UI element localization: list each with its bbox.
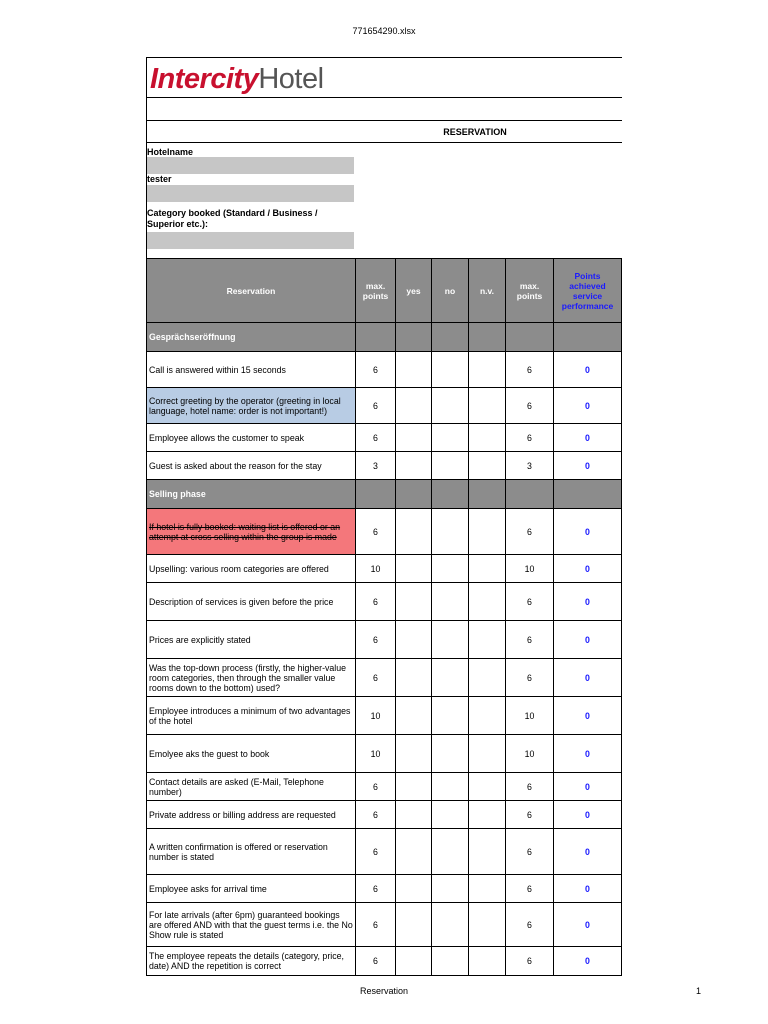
table-row [147, 801, 622, 829]
no-cell[interactable] [432, 659, 469, 697]
nv-cell[interactable] [469, 947, 506, 976]
yes-cell[interactable] [396, 697, 432, 735]
yes-cell[interactable] [396, 801, 432, 829]
logo-part-hotel: Hotel [258, 63, 324, 95]
nv-cell[interactable] [469, 659, 506, 697]
question-cell: Contact details are asked (E-Mail, Telephone number) [147, 773, 356, 801]
header-max-points: max. points [356, 259, 396, 323]
header-no: no [432, 259, 469, 323]
sheet-tab-name: Reservation [359, 986, 409, 996]
logo-part-intercity: Intercity [150, 63, 259, 95]
table-row [147, 697, 622, 735]
max-points-cell: 10 [356, 735, 396, 773]
no-cell[interactable] [432, 903, 469, 947]
max-points-2-cell: 6 [506, 621, 554, 659]
section-empty-cell [356, 480, 396, 509]
points-achieved-cell: 0 [554, 583, 622, 621]
table-row [147, 621, 622, 659]
section-empty-cell [506, 480, 554, 509]
points-achieved-cell: 0 [554, 388, 622, 424]
yes-cell[interactable] [396, 452, 432, 480]
yes-cell[interactable] [396, 659, 432, 697]
max-points-2-cell: 6 [506, 903, 554, 947]
no-cell[interactable] [432, 947, 469, 976]
title-rule-bottom [146, 142, 622, 143]
header-nv: n.v. [469, 259, 506, 323]
points-achieved-cell: 0 [554, 659, 622, 697]
no-cell[interactable] [432, 773, 469, 801]
question-cell: Employee introduces a minimum of two advantages of the hotel [147, 697, 356, 735]
question-cell: Was the top-down process (firstly, the higher-value room categories, then through the smaller value rooms down to the bottom) used? [147, 659, 356, 697]
section-row [147, 480, 622, 509]
max-points-2-cell: 6 [506, 583, 554, 621]
question-cell: A written confirmation is offered or reservation number is stated [147, 829, 356, 875]
no-cell[interactable] [432, 697, 469, 735]
yes-cell[interactable] [396, 903, 432, 947]
no-cell[interactable] [432, 388, 469, 424]
points-achieved-cell: 0 [554, 735, 622, 773]
max-points-cell: 6 [356, 801, 396, 829]
hotelname-field[interactable] [147, 157, 354, 174]
yes-cell[interactable] [396, 947, 432, 976]
table-header-row [147, 259, 622, 323]
yes-cell[interactable] [396, 583, 432, 621]
section-title-cell: Gesprächseröffnung [147, 323, 356, 352]
max-points-cell: 6 [356, 903, 396, 947]
table-row [147, 509, 622, 555]
points-achieved-cell: 0 [554, 352, 622, 388]
section-empty-cell [469, 480, 506, 509]
no-cell[interactable] [432, 509, 469, 555]
points-achieved-cell: 0 [554, 621, 622, 659]
points-achieved-cell: 0 [554, 773, 622, 801]
section-empty-cell [554, 480, 622, 509]
max-points-cell: 6 [356, 352, 396, 388]
question-cell: For late arrivals (after 6pm) guaranteed bookings are offered AND with that the guest terms i.e. the No Show rule is stated [147, 903, 356, 947]
question-cell: Description of services is given before the price [147, 583, 356, 621]
max-points-2-cell: 6 [506, 829, 554, 875]
max-points-cell: 3 [356, 452, 396, 480]
yes-cell[interactable] [396, 621, 432, 659]
evaluation-table [146, 258, 622, 976]
section-empty-cell [506, 323, 554, 352]
no-cell[interactable] [432, 875, 469, 903]
points-achieved-cell: 0 [554, 875, 622, 903]
nv-cell[interactable] [469, 735, 506, 773]
no-cell[interactable] [432, 583, 469, 621]
points-achieved-cell: 0 [554, 424, 622, 452]
yes-cell[interactable] [396, 509, 432, 555]
no-cell[interactable] [432, 424, 469, 452]
table-row [147, 947, 622, 976]
category-field[interactable] [147, 232, 354, 249]
top-border [146, 57, 622, 58]
nv-cell[interactable] [469, 773, 506, 801]
no-cell[interactable] [432, 452, 469, 480]
question-cell: If hotel is fully booked: waiting list is offered or an attempt at cross selling within the group is made [147, 509, 356, 555]
question-cell: The employee repeats the details (category, price, date) AND the repetition is correct [147, 947, 356, 976]
section-empty-cell [554, 323, 622, 352]
nv-cell[interactable] [469, 352, 506, 388]
question-cell: Emolyee aks the guest to book [147, 735, 356, 773]
max-points-2-cell: 6 [506, 801, 554, 829]
nv-cell[interactable] [469, 509, 506, 555]
max-points-cell: 6 [356, 621, 396, 659]
max-points-2-cell: 6 [506, 509, 554, 555]
yes-cell[interactable] [396, 352, 432, 388]
table-row [147, 903, 622, 947]
yes-cell[interactable] [396, 875, 432, 903]
max-points-cell: 6 [356, 424, 396, 452]
question-cell: Upselling: various room categories are offered [147, 555, 356, 583]
no-cell[interactable] [432, 829, 469, 875]
nv-cell[interactable] [469, 875, 506, 903]
nv-cell[interactable] [469, 424, 506, 452]
nv-cell[interactable] [469, 621, 506, 659]
max-points-cell: 6 [356, 875, 396, 903]
max-points-cell: 6 [356, 509, 396, 555]
yes-cell[interactable] [396, 829, 432, 875]
max-points-2-cell: 6 [506, 388, 554, 424]
max-points-2-cell: 6 [506, 424, 554, 452]
max-points-2-cell: 10 [506, 735, 554, 773]
question-cell: Private address or billing address are requested [147, 801, 356, 829]
points-achieved-cell: 0 [554, 452, 622, 480]
max-points-2-cell: 6 [506, 352, 554, 388]
title-rule-top [146, 120, 622, 121]
section-empty-cell [396, 480, 432, 509]
hotel-logo [150, 62, 324, 96]
category-label: Category booked (Standard / Business / Superior etc.): [147, 208, 318, 229]
max-points-cell: 6 [356, 947, 396, 976]
yes-cell[interactable] [396, 424, 432, 452]
table-row [147, 452, 622, 480]
nv-cell[interactable] [469, 583, 506, 621]
section-empty-cell [396, 323, 432, 352]
max-points-cell: 6 [356, 659, 396, 697]
nv-cell[interactable] [469, 452, 506, 480]
logo-divider [146, 97, 622, 98]
max-points-2-cell: 10 [506, 697, 554, 735]
max-points-2-cell: 10 [506, 555, 554, 583]
no-cell[interactable] [432, 621, 469, 659]
max-points-cell: 6 [356, 829, 396, 875]
points-achieved-cell: 0 [554, 509, 622, 555]
table-row [147, 773, 622, 801]
question-cell: Call is answered within 15 seconds [147, 352, 356, 388]
table-row [147, 735, 622, 773]
nv-cell[interactable] [469, 697, 506, 735]
points-achieved-cell: 0 [554, 555, 622, 583]
yes-cell[interactable] [396, 388, 432, 424]
yes-cell[interactable] [396, 773, 432, 801]
question-cell: Correct greeting by the operator (greeting in local language, hotel name: order is not important!) [147, 388, 356, 424]
header-yes: yes [396, 259, 432, 323]
file-name: 771654290.xlsx [352, 26, 416, 36]
section-empty-cell [469, 323, 506, 352]
max-points-cell: 10 [356, 697, 396, 735]
question-cell: Employee asks for arrival time [147, 875, 356, 903]
max-points-cell: 6 [356, 583, 396, 621]
yes-cell[interactable] [396, 735, 432, 773]
page-number: 1 [696, 986, 702, 996]
max-points-cell: 6 [356, 773, 396, 801]
table-row [147, 659, 622, 697]
header-max-points-2: max. points [506, 259, 554, 323]
hotelname-label: Hotelname [147, 147, 194, 157]
section-row [147, 323, 622, 352]
points-achieved-cell: 0 [554, 903, 622, 947]
points-achieved-cell: 0 [554, 697, 622, 735]
tester-label: tester [147, 174, 172, 184]
no-cell[interactable] [432, 555, 469, 583]
max-points-2-cell: 6 [506, 659, 554, 697]
max-points-cell: 10 [356, 555, 396, 583]
max-points-2-cell: 6 [506, 947, 554, 976]
section-title-cell: Selling phase [147, 480, 356, 509]
nv-cell[interactable] [469, 801, 506, 829]
section-title: RESERVATION [443, 127, 507, 137]
yes-cell[interactable] [396, 555, 432, 583]
section-empty-cell [356, 323, 396, 352]
nv-cell[interactable] [469, 555, 506, 583]
table-row [147, 583, 622, 621]
points-achieved-cell: 0 [554, 801, 622, 829]
nv-cell[interactable] [469, 388, 506, 424]
question-cell: Prices are explicitly stated [147, 621, 356, 659]
points-achieved-cell: 0 [554, 829, 622, 875]
section-empty-cell [432, 480, 469, 509]
nv-cell[interactable] [469, 829, 506, 875]
header-reservation: Reservation [147, 259, 356, 323]
no-cell[interactable] [432, 801, 469, 829]
section-empty-cell [432, 323, 469, 352]
question-cell: Employee allows the customer to speak [147, 424, 356, 452]
nv-cell[interactable] [469, 903, 506, 947]
points-achieved-cell: 0 [554, 947, 622, 976]
header-points-achieved: Points achieved service performance [554, 259, 622, 323]
no-cell[interactable] [432, 352, 469, 388]
table-row [147, 555, 622, 583]
table-row [147, 829, 622, 875]
table-row [147, 875, 622, 903]
max-points-cell: 6 [356, 388, 396, 424]
question-cell: Guest is asked about the reason for the stay [147, 452, 356, 480]
table-row [147, 352, 622, 388]
max-points-2-cell: 3 [506, 452, 554, 480]
max-points-2-cell: 6 [506, 773, 554, 801]
no-cell[interactable] [432, 735, 469, 773]
table-row [147, 424, 622, 452]
max-points-2-cell: 6 [506, 875, 554, 903]
table-row [147, 388, 622, 424]
tester-field[interactable] [147, 185, 354, 202]
